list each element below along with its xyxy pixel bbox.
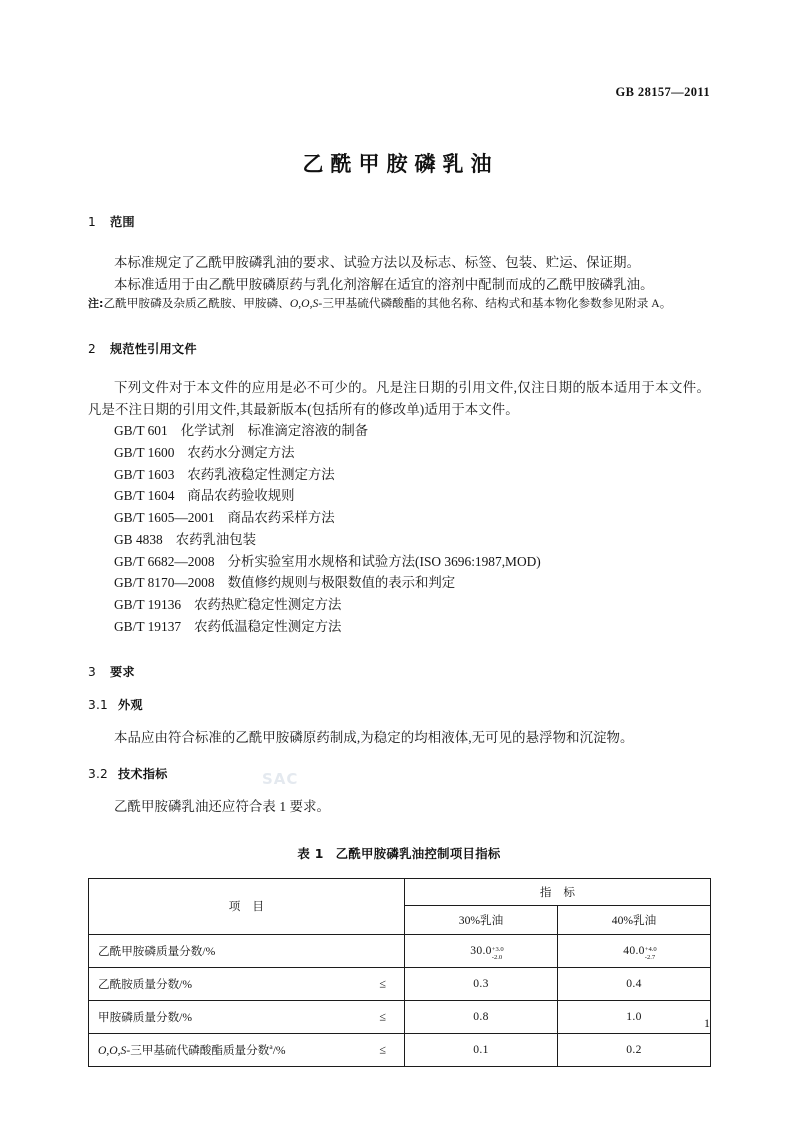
reference-code: GB/T 601: [114, 423, 168, 439]
clause-heading-normative-references: [88, 340, 710, 357]
item-label: 乙酰胺质量分数/%: [98, 977, 193, 991]
list-item: [88, 616, 710, 638]
value-base: 30.0: [470, 944, 492, 958]
list-item: [88, 551, 710, 573]
clause-number-2: 2: [88, 341, 96, 356]
reference-name: 农药热贮稳定性测定方法: [194, 596, 342, 612]
list-item: [88, 507, 710, 529]
reference-name: 分析实验室用水规格和试验方法(ISO 3696:1987,MOD): [227, 553, 541, 569]
table-row: [89, 1033, 711, 1066]
reference-code: GB 4838: [114, 531, 163, 547]
reference-name: 农药低温稳定性测定方法: [194, 618, 342, 634]
table-row: [89, 967, 711, 1000]
reference-code: GB/T 1600: [114, 445, 175, 461]
table-cell-value-30: 0.8: [405, 1000, 558, 1033]
list-item: [88, 464, 710, 486]
clause-title-3: 要求: [110, 665, 135, 680]
tolerance-lower: -2.7: [644, 954, 656, 962]
list-item: [88, 529, 710, 551]
clause-title-3-2: 技术指标: [118, 767, 168, 782]
scope-note: [88, 295, 710, 314]
normative-references-intro: 下列文件对于本文件的应用是必不可少的。凡是注日期的引用文件,仅注日期的版本适用于本文件。凡是不注日期的引用文件,其最新版本(包括所有的修改单)适用于本文件。: [88, 379, 710, 417]
clause-title-3-1: 外观: [118, 698, 143, 713]
item-operator: ≤: [379, 976, 386, 991]
item-label: 乙酰甲胺磷质量分数/%: [98, 944, 216, 958]
list-item: [88, 442, 710, 464]
table-header-item-label: 项 目: [228, 900, 265, 914]
item-label-suffix: /%: [272, 1043, 286, 1057]
reference-name: 农药乳油包装: [175, 531, 257, 547]
note-chemical-name: O,O,S: [289, 297, 319, 311]
clause-number-3-1: 3.1: [88, 698, 108, 713]
clause-number-3-2: 3.2: [88, 767, 108, 782]
table-cell-value-40: 0.2: [558, 1033, 711, 1066]
tolerance-lower: -2.0: [491, 954, 503, 962]
list-item: [88, 420, 710, 442]
item-label: 甲胺磷质量分数/%: [98, 1010, 193, 1024]
reference-code: GB/T 1605—2001: [114, 510, 215, 526]
table-header-spec-label: 指 标: [539, 885, 576, 899]
table-cell-value-30: 0.1: [405, 1033, 558, 1066]
reference-code: GB/T 6682—2008: [114, 553, 215, 569]
specification-table: [88, 878, 711, 1067]
item-label: -三甲基硫代磷酸酯质量分数: [126, 1043, 270, 1057]
reference-code: GB/T 19136: [114, 596, 182, 612]
clause-heading-requirements: [88, 663, 710, 680]
reference-name: 农药水分测定方法: [187, 445, 295, 461]
table-header-col-40: 40%乳油: [558, 905, 711, 934]
reference-code: GB/T 1604: [114, 488, 175, 504]
clause-heading-scope: [88, 213, 710, 230]
table-caption-label: 表 1: [297, 845, 324, 861]
table-cell-value-30: [405, 934, 558, 967]
page-number: 1: [704, 1016, 710, 1030]
reference-code: GB/T 19137: [114, 618, 182, 634]
table-caption: [88, 844, 710, 862]
item-operator: ≤: [379, 1009, 386, 1024]
clause-title-1: 范围: [110, 215, 135, 229]
reference-name: 化学试剂 标准滴定溶液的制备: [180, 423, 369, 439]
reference-name: 商品农药验收规则: [187, 488, 295, 504]
running-header-standard-number: GB 28157—2011: [615, 85, 710, 99]
scope-paragraph-2: 本标准适用于由乙酰甲胺磷原药与乳化剂溶解在适宜的溶剂中配制而成的乙酰甲胺磷乳油。: [114, 276, 654, 292]
table-cell-item: [89, 1033, 405, 1066]
table-cell-value-40: [558, 934, 711, 967]
clause-number-3: 3: [88, 665, 96, 680]
technical-index-paragraph: 乙酰甲胺磷乳油还应符合表 1 要求。: [114, 799, 331, 815]
table-header-spec: [405, 878, 711, 905]
note-text-part-2: -三甲基硫代磷酸酯的其他名称、结构式和基本物化参数参见附录 A。: [318, 297, 672, 311]
note-label: 注:: [88, 297, 104, 311]
table-cell-value-40: 1.0: [558, 1000, 711, 1033]
document-title: 乙酰甲胺磷乳油: [302, 152, 499, 176]
sac-watermark: SAC: [262, 770, 299, 788]
item-operator: ≤: [379, 1042, 386, 1057]
document-body: [88, 213, 710, 1067]
table-cell-value-40: 0.4: [558, 967, 711, 1000]
table-caption-title: 乙酰甲胺磷乳油控制项目指标: [335, 845, 501, 861]
table-cell-value-30: 0.3: [405, 967, 558, 1000]
normative-reference-list: [88, 420, 710, 637]
scope-paragraph-1: 本标准规定了乙酰甲胺磷乳油的要求、试验方法以及标志、标签、包装、贮运、保证期。: [114, 255, 641, 270]
clause-number-1: 1: [88, 215, 96, 229]
table-cell-item: [89, 967, 405, 1000]
reference-code: GB/T 1603: [114, 466, 175, 482]
table-row: [89, 934, 711, 967]
table-header-row-1: [89, 878, 711, 905]
reference-code: GB/T 8170—2008: [114, 575, 215, 591]
tolerance-upper: +4.0: [644, 946, 657, 954]
list-item: [88, 594, 710, 616]
clause-heading-technical-index: [88, 765, 710, 782]
reference-name: 商品农药采样方法: [227, 510, 335, 526]
table-cell-item: [89, 1000, 405, 1033]
note-text-part-1: 乙酰甲胺磷及杂质乙酰胺、甲胺磷、: [103, 297, 290, 311]
value-base: 40.0: [623, 944, 645, 958]
table-header-col-30: 30%乳油: [405, 905, 558, 934]
clause-heading-appearance: [88, 696, 710, 713]
reference-name: 农药乳液稳定性测定方法: [187, 466, 335, 482]
list-item: [88, 572, 710, 594]
tolerance-upper: +3.0: [491, 946, 504, 954]
footnote-marker: a: [269, 1041, 273, 1051]
reference-name: 数值修约规则与极限数值的表示和判定: [227, 575, 456, 591]
table-header-item: [89, 878, 405, 934]
table-row: [89, 1000, 711, 1033]
appearance-paragraph: 本品应由符合标准的乙酰甲胺磷原药制成,为稳定的均相液体,无可见的悬浮物和沉淀物。: [114, 730, 634, 746]
table-cell-item: [89, 934, 405, 967]
list-item: [88, 485, 710, 507]
item-label-chemical: O,O,S: [98, 1043, 127, 1057]
clause-title-2: 规范性引用文件: [110, 341, 197, 356]
